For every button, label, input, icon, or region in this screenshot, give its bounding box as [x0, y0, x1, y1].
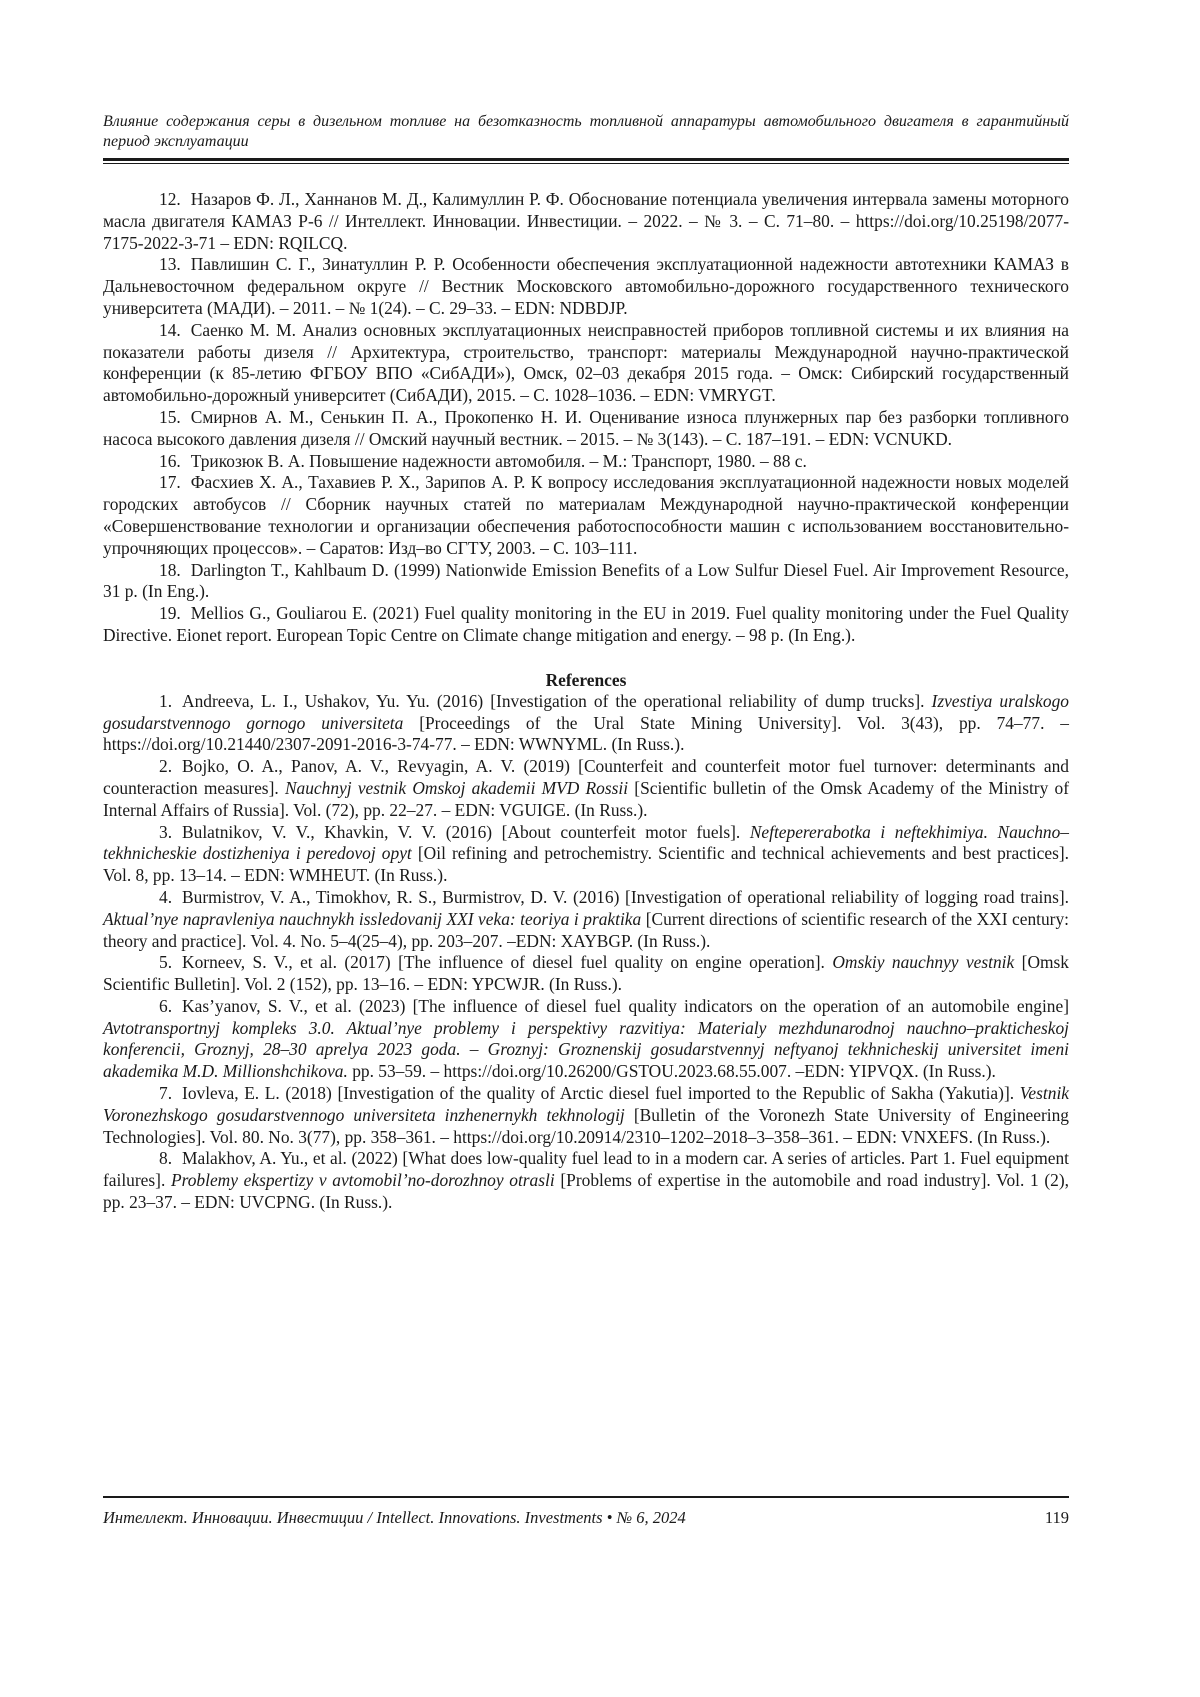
reference-text: Назаров Ф. Л., Ханнанов М. Д., Калимуллин Р. Ф. Обоснование потенциала увеличения интервала замены моторного масла двигателя КАМАЗ Р-6 // Интеллект. Инновации. Инвестиции. – 2022. – № 3. – С. 71–80. – https://doi.org/10.25198/2077-7175-2022-3-71 – EDN: RQILCQ. — [103, 189, 1069, 253]
reference-number: 4. — [159, 886, 173, 907]
reference-text: Andreeva, L. I., Ushakov, Yu. Yu. (2016) [Investigation of the operational reliability of dump trucks]. — [182, 690, 932, 711]
reference-journal: Nauchnyj vestnik Omskoj akademii MVD Rossii — [284, 777, 629, 798]
reference-details: [Oil refining and petrochemistry. Scientific and technical achievements and best practices]. Vol. 8, pp. 13–14. – EDN: WMHEUT. (In Russ.). — [103, 843, 1069, 886]
references-en-list — [103, 691, 1069, 1214]
reference-details: [Omsk Scientific Bulletin]. Vol. 2 (152), pp. 13–16. – EDN: YPCWJR. (In Russ.). — [103, 952, 1069, 995]
reference-text: Саенко М. М. Анализ основных эксплуатационных неисправностей приборов топливной системы и их влияния на показатели работы дизеля // Архитектура, строительство, транспорт: материалы Международной научно-практической конференции (к 85-летию ФГБОУ ВПО «СибАДИ»), Омск, 02–03 декабря 2015 года. – Омск: Сибирский государственный автомобильно-дорожный университет (СибАДИ), 2015. – С. 1028–1036. – EDN: VMRYGT. — [103, 319, 1069, 406]
reference-journal: Neftepererabotka i neftekhimiya. Nauchno–tekhnicheskie dostizheniya i peredovoj opyt — [103, 821, 1069, 864]
reference-item — [103, 1148, 1069, 1213]
reference-number: 3. — [159, 821, 173, 842]
footer-row — [103, 1508, 1069, 1528]
reference-number: 2. — [159, 756, 173, 777]
reference-journal: Izvestiya uralskogo gosudarstvennogo gornogo universiteta — [103, 690, 1069, 733]
reference-text: Mellios G., Gouliarou E. (2021) Fuel quality monitoring in the EU in 2019. Fuel quality monitoring under the Fuel Quality Directive. Eionet report. European Topic Centre on Climate change mitigation and energy. – 98 p. (In Eng.). — [103, 603, 1069, 645]
reference-text: Darlington T., Kahlbaum D. (1999) Nationwide Emission Benefits of a Low Sulfur Diesel Fuel. Air Improvement Resource, 31 p. (In Eng.). — [103, 559, 1069, 602]
reference-details: [Problems of expertise in the automobile and road industry]. Vol. 1 (2), pp. 23–37. – EDN: UVCPNG. (In Russ.). — [103, 1170, 1070, 1213]
reference-journal: Omskiy nauchnyy vestnik — [832, 952, 1015, 973]
running-footer — [103, 1496, 1069, 1528]
reference-item — [103, 603, 1069, 647]
page-number: 119 — [1044, 1508, 1069, 1527]
reference-details: [Proceedings of the Ural State Mining University]. Vol. 3(43), pp. 74–77. – https://doi.org/10.21440/2307-2091-2016-3-74-77. – EDN: WWNYML. (In Russ.). — [103, 712, 1069, 755]
reference-number: 8. — [159, 1148, 173, 1169]
reference-item — [103, 189, 1069, 254]
reference-text: Malakhov, A. Yu., et al. (2022) [What does low-quality fuel lead to in a modern car. A series of articles. Part 1. Fuel equipment failures]. — [103, 1148, 1069, 1191]
reference-item — [103, 996, 1069, 1083]
reference-number: 7. — [159, 1083, 173, 1104]
reference-item — [103, 691, 1069, 756]
reference-item — [103, 952, 1069, 996]
reference-text: Трикозюк В. А. Повышение надежности автомобиля. – М.: Транспорт, 1980. – 88 с. — [190, 450, 807, 471]
reference-item — [103, 407, 1069, 451]
reference-text: Bojko, O. A., Panov, A. V., Revyagin, A. V. (2019) [Counterfeit and counterfeit motor fuel turnover: determinants and counteraction measures]. — [103, 756, 1069, 798]
reference-text: Burmistrov, V. A., Timokhov, R. S., Burmistrov, D. V. (2016) [Investigation of operational reliability of logging road trains]. — [182, 886, 1069, 907]
reference-number: 14. — [159, 319, 181, 340]
reference-number: 16. — [159, 450, 181, 471]
running-header-title: Влияние содержания серы в дизельном топливе на безотказность топливной аппаратуры автомобильного двигателя в гарантийный период эксплуатации — [103, 113, 1069, 150]
reference-details: [Current directions of scientific research of the XXI century: theory and practice]. Vol. 4. No. 5–4(25–4), pp. 203–207. –EDN: XAYBGP. (In Russ.). — [103, 908, 1070, 951]
reference-journal: Aktual’nye napravleniya nauchnykh issledovanij XXI veka: teoriya i praktika — [103, 908, 642, 929]
reference-item — [103, 822, 1069, 887]
reference-item — [103, 451, 1069, 473]
reference-text: Korneev, S. V., et al. (2017) [The influence of diesel fuel quality on engine operation]. — [182, 952, 833, 973]
footer-rule — [103, 1496, 1069, 1498]
running-header — [103, 112, 1069, 164]
reference-details: pp. 53–59. – https://doi.org/10.26200/GSTOU.2023.68.55.007. –EDN: YIPVQX. (In Russ.). — [347, 1061, 996, 1082]
reference-number: 17. — [159, 472, 181, 493]
reference-number: 12. — [159, 189, 181, 209]
header-rule — [103, 158, 1069, 164]
reference-text: Iovleva, E. L. (2018) [Investigation of the quality of Arctic diesel fuel imported to the Republic of Sakha (Yakutia)]. — [182, 1083, 1020, 1104]
reference-item — [103, 320, 1069, 407]
references-body — [103, 189, 1069, 1214]
reference-number: 18. — [159, 559, 181, 580]
reference-number: 5. — [159, 952, 173, 973]
reference-item — [103, 887, 1069, 952]
reference-text: Смирнов А. М., Сенькин П. А., Прокопенко Н. И. Оценивание износа плунжерных пар без разборки топливного насоса высокого давления дизеля // Омский научный вестник. – 2015. – № 3(143). – С. 187–191. – EDN: VCNUKD. — [103, 406, 1069, 449]
reference-details: [Bulletin of the Voronezh State University of Engineering Technologies]. Vol. 80. No. 3(77), pp. 358–361. – https://doi.org/10.20914/2310–1202–2018–3–358–361. – EDN: VNXEFS. (In Russ.). — [103, 1104, 1069, 1147]
reference-number: 19. — [159, 603, 181, 624]
footer-journal-name: Интеллект. Инновации. Инвестиции / Intellect. Innovations. Investments • № 6, 2024 — [103, 1508, 686, 1527]
reference-item — [103, 472, 1069, 559]
reference-item — [103, 560, 1069, 604]
reference-item — [103, 756, 1069, 821]
reference-text: Фасхиев Х. А., Тахавиев Р. Х., Зарипов А. Р. К вопросу исследования эксплуатационной надежности новых моделей городских автобусов // Сборник научных статей по материалам Международной научно-практической конференции «Совершенствование технологии и организации обеспечения работоспособности машин с использованием восстановительно-упрочняющих процессов». – Саратов: Изд–во СГТУ, 2003. – С. 103–111. — [103, 472, 1069, 558]
reference-journal: Vestnik Voronezhskogo gosudarstvennogo universiteta inzhenernykh tekhnologij — [103, 1083, 1069, 1125]
reference-details: [Scientific bulletin of the Omsk Academy of the Ministry of Internal Affairs of Russia]. Vol. (72), pp. 22–27. – EDN: VGUIGE. (In Russ.). — [103, 777, 1069, 820]
reference-number: 1. — [159, 690, 173, 711]
references-section-title: References — [545, 669, 627, 690]
reference-text: Kas’yanov, S. V., et al. (2023) [The influence of diesel fuel quality indicators on the operation of an automobile engine] — [182, 995, 1069, 1016]
reference-journal: Avtotransportnyj kompleks 3.0. Aktual’nye problemy i perspektivy razvitiya: Materialy mezhdunarodnoj nauchno–prakticheskoj konferencii, Groznyj, 28–30 aprelya 2023 goda. – Groznyj: Groznenskij gosudarstvennyj neftyanoj tekhnicheskij universitet imeni akademika M.D. Millionshchikova. — [103, 1017, 1069, 1082]
reference-journal: Problemy ekspertizy v avtomobil’no-dorozhnoy otrasli — [170, 1170, 555, 1191]
reference-item — [103, 1083, 1069, 1148]
reference-text: Павлишин С. Г., Зинатуллин Р. Р. Особенности обеспечения эксплуатационной надежности автотехники КАМАЗ в Дальневосточном федеральном округе // Вестник Московского автомобильно-дорожного государственного технического университета (МАДИ). – 2011. – № 1(24). – С. 29–33. – EDN: NDBDJP. — [103, 254, 1069, 318]
reference-number: 15. — [159, 406, 181, 427]
reference-number: 13. — [159, 254, 181, 275]
reference-number: 6. — [159, 995, 173, 1016]
references-ru-list — [103, 189, 1069, 647]
reference-item — [103, 254, 1069, 319]
reference-text: Bulatnikov, V. V., Khavkin, V. V. (2016) [About counterfeit motor fuels]. — [182, 821, 750, 842]
